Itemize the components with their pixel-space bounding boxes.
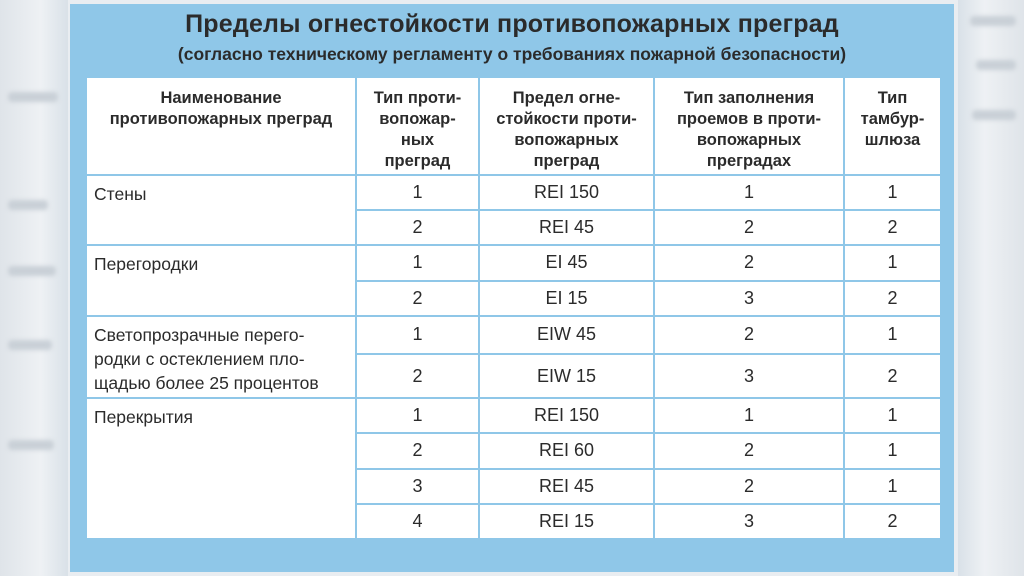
cell-lock: 2	[844, 354, 941, 398]
cell-limit: REI 15	[479, 504, 654, 539]
header-name: Наименование противопожарных преград	[86, 77, 356, 175]
cell-lock: 1	[844, 469, 941, 504]
cell-fill: 3	[654, 504, 844, 539]
cell-type: 1	[356, 245, 479, 280]
fire-resistance-table	[85, 76, 942, 540]
cell-limit: REI 150	[479, 398, 654, 433]
cell-type: 2	[356, 354, 479, 398]
cell-type: 1	[356, 398, 479, 433]
cell-lock: 1	[844, 245, 941, 280]
header-row	[86, 77, 941, 175]
cell-lock: 1	[844, 398, 941, 433]
table-container	[85, 76, 940, 540]
cell-limit: EIW 45	[479, 316, 654, 354]
page-subtitle: (согласно техническому регламенту о требованиях пожарной безопасности)	[177, 44, 847, 64]
group-name-walls: Стены	[86, 175, 356, 245]
background-right	[958, 0, 1024, 576]
group-name-partitions: Перегородки	[86, 245, 356, 315]
cell-fill: 2	[654, 245, 844, 280]
cell-type: 4	[356, 504, 479, 539]
cell-fill: 3	[654, 281, 844, 316]
cell-fill: 3	[654, 354, 844, 398]
cell-fill: 2	[654, 316, 844, 354]
cell-type: 2	[356, 210, 479, 245]
header-type: Тип проти- вопожар- ных преград	[356, 77, 479, 175]
cell-limit: EIW 15	[479, 354, 654, 398]
cell-type: 3	[356, 469, 479, 504]
header-fill-type: Тип заполнения проемов в проти- вопожарных преградах	[654, 77, 844, 175]
cell-type: 2	[356, 433, 479, 468]
fire-resistance-panel	[70, 4, 954, 572]
group-name-translucent-partitions: Светопрозрачные перего- родки с остеклением пло- щадью более 25 процентов	[86, 316, 356, 398]
cell-type: 2	[356, 281, 479, 316]
table-row	[86, 175, 941, 210]
group-name-floors: Перекрытия	[86, 398, 356, 539]
background-left	[0, 0, 68, 576]
cell-limit: REI 45	[479, 469, 654, 504]
cell-lock: 2	[844, 281, 941, 316]
header-limit: Предел огне- стойкости проти- вопожарных преград	[479, 77, 654, 175]
cell-lock: 2	[844, 210, 941, 245]
cell-lock: 1	[844, 316, 941, 354]
cell-limit: EI 15	[479, 281, 654, 316]
cell-limit: EI 45	[479, 245, 654, 280]
cell-fill: 1	[654, 398, 844, 433]
cell-fill: 2	[654, 469, 844, 504]
cell-limit: REI 45	[479, 210, 654, 245]
cell-fill: 1	[654, 175, 844, 210]
cell-fill: 2	[654, 433, 844, 468]
cell-type: 1	[356, 316, 479, 354]
cell-type: 1	[356, 175, 479, 210]
cell-limit: REI 60	[479, 433, 654, 468]
page-title: Пределы огнестойкости противопожарных преград	[185, 10, 839, 38]
table-row	[86, 245, 941, 280]
header-airlock-type: Тип тамбур- шлюза	[844, 77, 941, 175]
cell-fill: 2	[654, 210, 844, 245]
cell-lock: 2	[844, 504, 941, 539]
cell-lock: 1	[844, 175, 941, 210]
cell-lock: 1	[844, 433, 941, 468]
table-row	[86, 316, 941, 354]
cell-limit: REI 150	[479, 175, 654, 210]
table-row	[86, 398, 941, 433]
